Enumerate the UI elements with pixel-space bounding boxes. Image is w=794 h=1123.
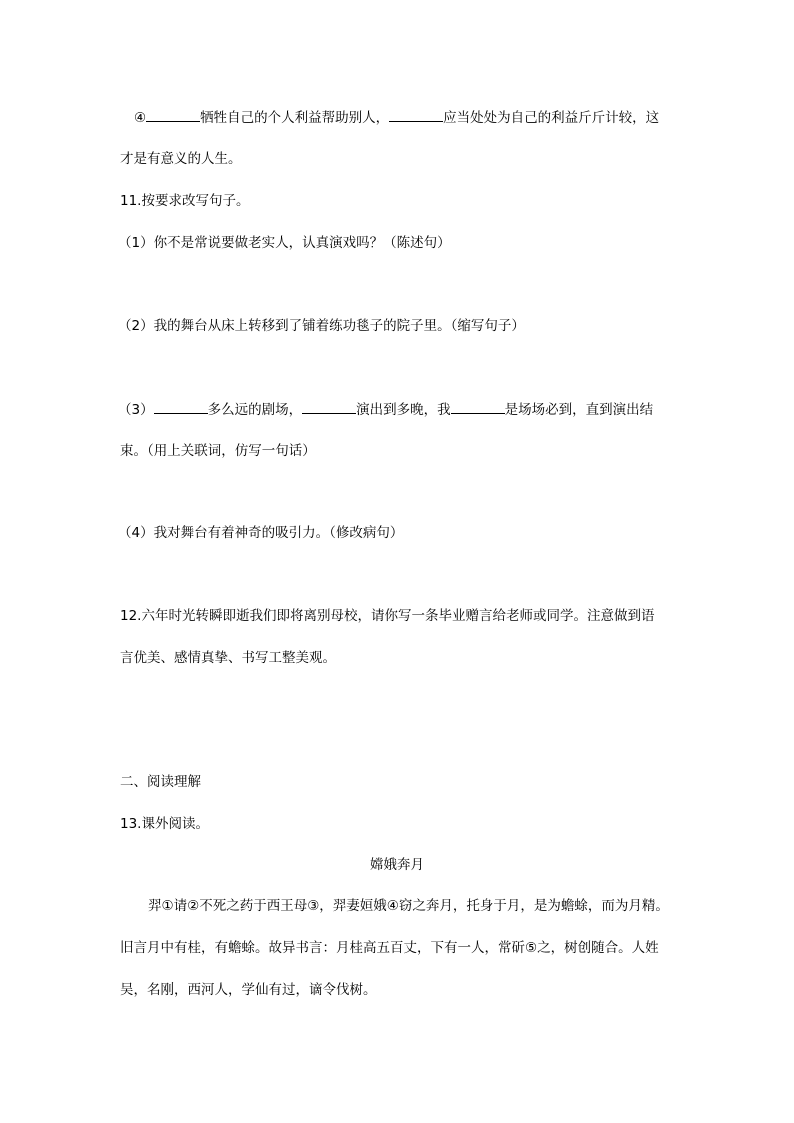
q10-item4-part-a: 牺牲自己的个人利益帮助别人， <box>200 110 390 126</box>
answer-blank[interactable] <box>154 400 208 414</box>
q13-heading: 13.课外阅读。 <box>120 816 209 832</box>
passage-title: 嫦娥奔月 <box>370 857 424 873</box>
q11-item1: （1）你不是常说要做老实人，认真演戏吗？（陈述句） <box>118 235 451 251</box>
answer-blank[interactable] <box>451 400 505 414</box>
q10-item4-line1 <box>134 108 659 127</box>
q11-item3-line2: 束。（用上关联词，仿写一句话） <box>120 443 316 459</box>
passage-line3: 吴，名刚，西河人，学仙有过，谪令伐树。 <box>120 982 377 998</box>
q11-item3-prefix: （3） <box>118 402 154 418</box>
q11-heading: 11.按要求改写句子。 <box>120 193 250 209</box>
q12-line1: 12.六年时光转瞬即逝我们即将离别母校，请你写一条毕业赠言给老师或同学。注意做到语 <box>120 608 655 624</box>
q11-item4: （4）我对舞台有着神奇的吸引力。（修改病句） <box>118 525 404 541</box>
passage-line1: 羿①请②不死之药于西王母③，羿妻姮娥④窃之奔月，托身于月，是为蟾蜍，而为月精。 <box>148 898 669 914</box>
q11-item3-part-b: 演出到多晚，我 <box>356 402 451 418</box>
q11-item3-line1 <box>118 400 653 419</box>
q11-item2: （2）我的舞台从床上转移到了铺着练功毯子的院子里。（缩写句子） <box>118 318 525 334</box>
q10-item4-marker: ④ <box>134 110 147 126</box>
q10-item4-line2: 才是有意义的人生。 <box>120 151 242 167</box>
answer-blank[interactable] <box>146 108 200 122</box>
answer-blank[interactable] <box>302 400 356 414</box>
q10-item4-part-b: 应当处处为自己的利益斤斤计较，这 <box>443 110 660 126</box>
passage-line2: 旧言月中有桂，有蟾蜍。故异书言：月桂高五百丈，下有一人，常斫⑤之，树创随合。人姓 <box>120 940 659 956</box>
q11-item3-part-a: 多么远的剧场， <box>207 402 303 418</box>
section2-heading: 二、阅读理解 <box>120 774 201 790</box>
q11-item3-part-c: 是场场必到，直到演出结 <box>504 402 654 418</box>
answer-blank[interactable] <box>389 108 443 122</box>
q12-line2: 言优美、感情真挚、书写工整美观。 <box>120 650 336 666</box>
